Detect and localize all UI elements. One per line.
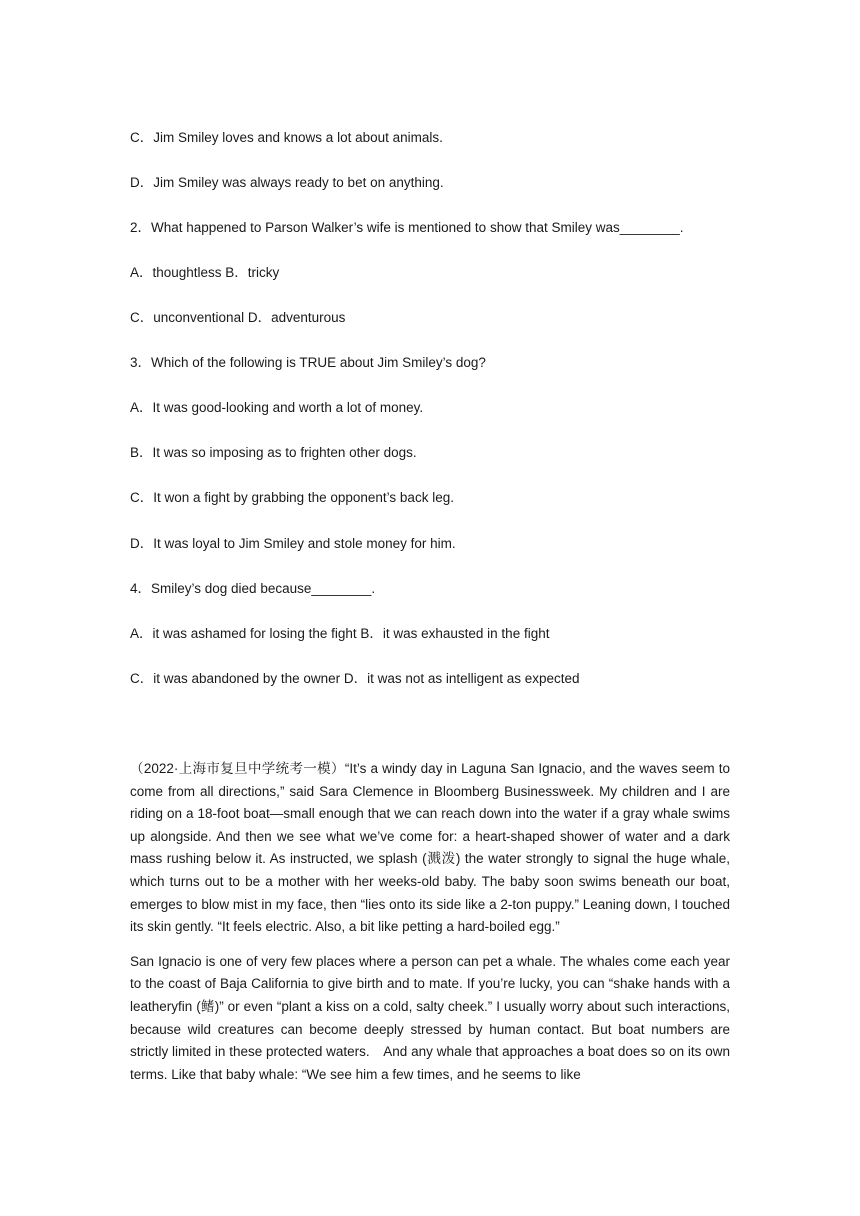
q3-option-b: B．It was so imposing as to frighten other dogs.: [130, 445, 417, 460]
q2-stem: 2．What happened to Parson Walker’s wife is mentioned to show that Smiley was________.: [130, 220, 684, 235]
q4-options-ab: A．it was ashamed for losing the fight B．it was exhausted in the fight: [130, 626, 550, 641]
q3-stem: 3．Which of the following is TRUE about Jim Smiley’s dog?: [130, 355, 486, 370]
q2-options-ab: A．thoughtless B．tricky: [130, 265, 280, 280]
reading-passage: [130, 758, 730, 1086]
passage-paragraph-1: （2022·上海市复旦中学统考一模）“It’s a windy day in Laguna San Ignacio, and the waves seem to come from all directions,” said Sara Clemence in Bloomberg Businessweek. My children and I are riding on a 18-foot boat—small enough that we can reach down into the water if a gray whale swims up alongside. And then we see what we’ve come for: a heart-shaped shower of water and a dark mass rushing below it. As instructed, we splash (溅泼) the water strongly to signal the huge whale, which turns out to be a mother with her weeks-old baby. The baby soon swims beneath our boat, emerges to blow mist in my face, then “lies onto its side like a 2-ton puppy.” Leaning down, I touched its skin gently. “It feels electric. Also, a bit like petting a hard-boiled egg.”: [130, 761, 730, 935]
q2-options-cd: C．unconventional D．adventurous: [130, 310, 346, 325]
q4-stem: 4．Smiley’s dog died because________.: [130, 581, 376, 596]
q4-options-cd: C．it was abandoned by the owner D．it was not as intelligent as expected: [130, 671, 580, 686]
q1-option-d: D．Jim Smiley was always ready to bet on anything.: [130, 175, 444, 190]
q3-option-c: C．It won a fight by grabbing the opponent’s back leg.: [130, 490, 454, 505]
passage-paragraph-2: San Ignacio is one of very few places where a person can pet a whale. The whales come each year to the coast of Baja California to give birth and to mate. If you’re lucky, you can “shake hands with a leatheryfin (鳍)” or even “plant a kiss on a cold, salty cheek.” I usually worry about such interactions, because wild creatures can become deeply stressed by human contact. But boat numbers are strictly limited in these protected waters. And any whale that approaches a boat does so on its own terms. Like that baby whale: “We see him a few times, and he seems to like: [130, 953, 730, 1082]
q3-option-a: A．It was good-looking and worth a lot of money.: [130, 400, 424, 415]
q1-option-c: C．Jim Smiley loves and knows a lot about animals.: [130, 130, 443, 145]
q3-option-d: D．It was loyal to Jim Smiley and stole money for him.: [130, 536, 456, 551]
